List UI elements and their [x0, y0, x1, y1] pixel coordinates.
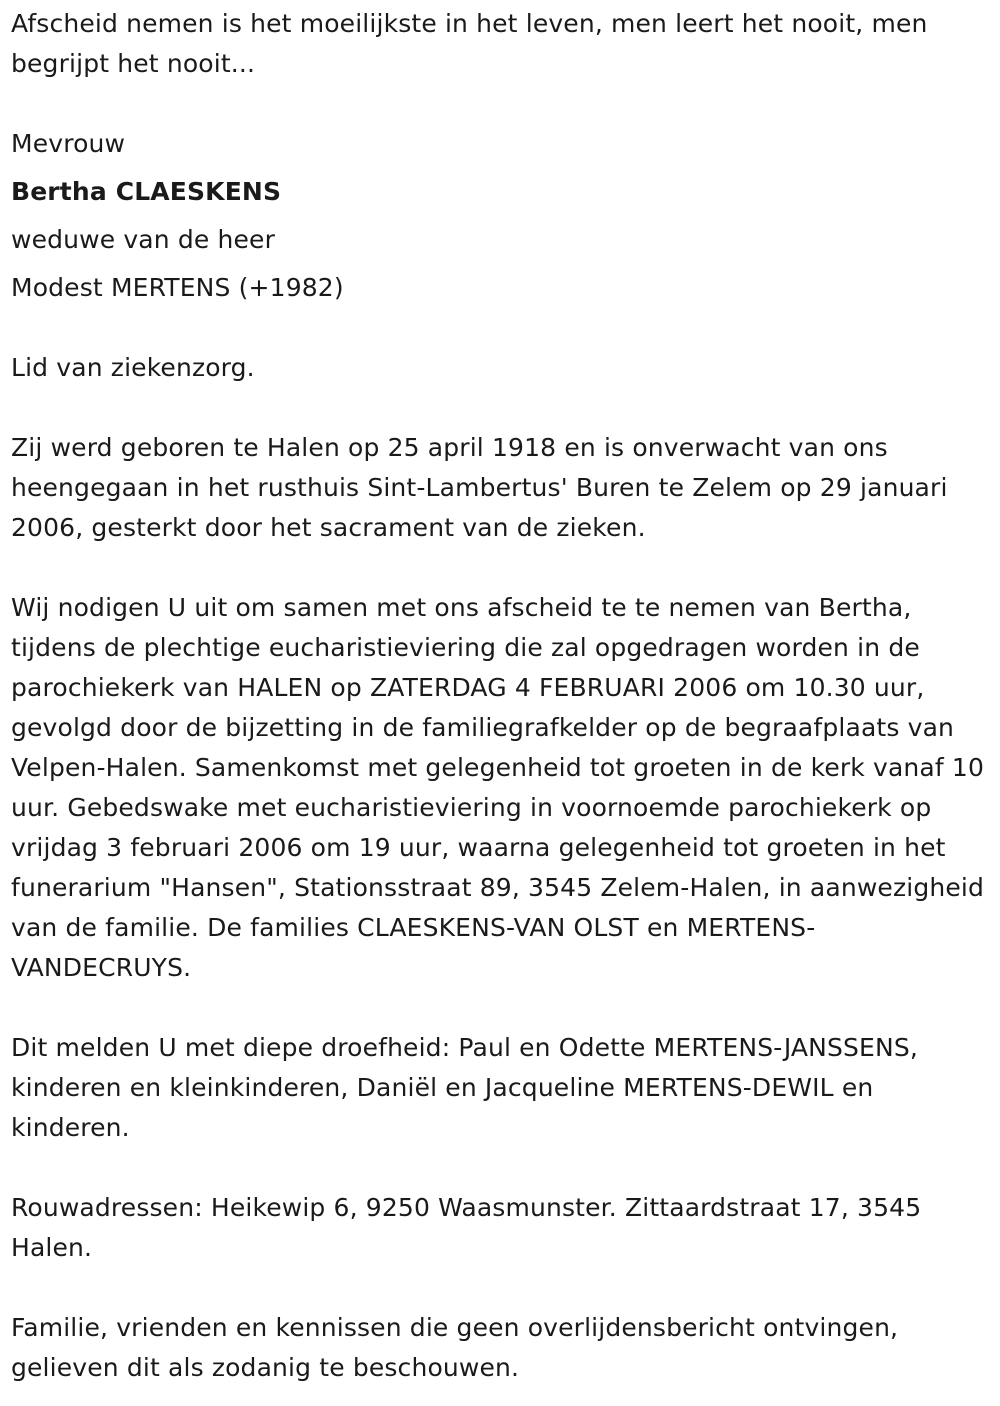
- invitation-paragraph: Wij nodigen U uit om samen met ons afscheid te te nemen van Bertha, tijdens de plechtige eucharistieviering die zal opgedragen worden in de parochiekerk van HALEN op ZATERDAG 4 FEBRUARI 2006 om 10.30 uur, gevolgd door de bijzetting in de familiegrafkelder op de begraafplaats van Velpen-Halen. Samenkomst met gelegenheid tot groeten in de kerk vanaf 10 uur. Gebedswake met eucharistieviering in voornoemde parochiekerk op vrijdag 3 februari 2006 om 19 uur, waarna gelegenheid tot groeten in het funerarium "Hansen", Stationsstraat 89, 3545 Zelem-Halen, in aanwezigheid van de familie. De families CLAESKENS-VAN OLST en MERTENS-VANDECRUYS.: [11, 593, 985, 982]
- opening-quote: Afscheid nemen is het moeilijkste in het leven, men leert het nooit, men begrijpt het nooit...: [11, 9, 928, 78]
- salutation: Mevrouw: [11, 129, 126, 158]
- widow-of-line: weduwe van de heer: [11, 225, 276, 254]
- deceased-name: Bertha CLAESKENS: [11, 177, 282, 206]
- mourning-addresses-paragraph: Rouwadressen: Heikewip 6, 9250 Waasmunster. Zittaardstraat 17, 3545 Halen.: [11, 1193, 922, 1262]
- closing-paragraph: Familie, vrienden en kennissen die geen overlijdensbericht ontvingen, gelieven dit als zodanig te beschouwen.: [11, 1313, 899, 1382]
- membership-line: Lid van ziekenzorg.: [11, 353, 255, 382]
- spouse-name: Modest MERTENS (+1982): [11, 273, 344, 302]
- announced-by-paragraph: Dit melden U met diepe droefheid: Paul en Odette MERTENS-JANSSENS, kinderen en kleinkinderen, Daniël en Jacqueline MERTENS-DEWIL en kinderen.: [11, 1033, 918, 1142]
- birth-death-paragraph: Zij werd geboren te Halen op 25 april 1918 en is onverwacht van ons heengegaan in het rusthuis Sint-Lambertus' Buren te Zelem op 29 januari 2006, gesterkt door het sacrament van de zieken.: [11, 433, 948, 542]
